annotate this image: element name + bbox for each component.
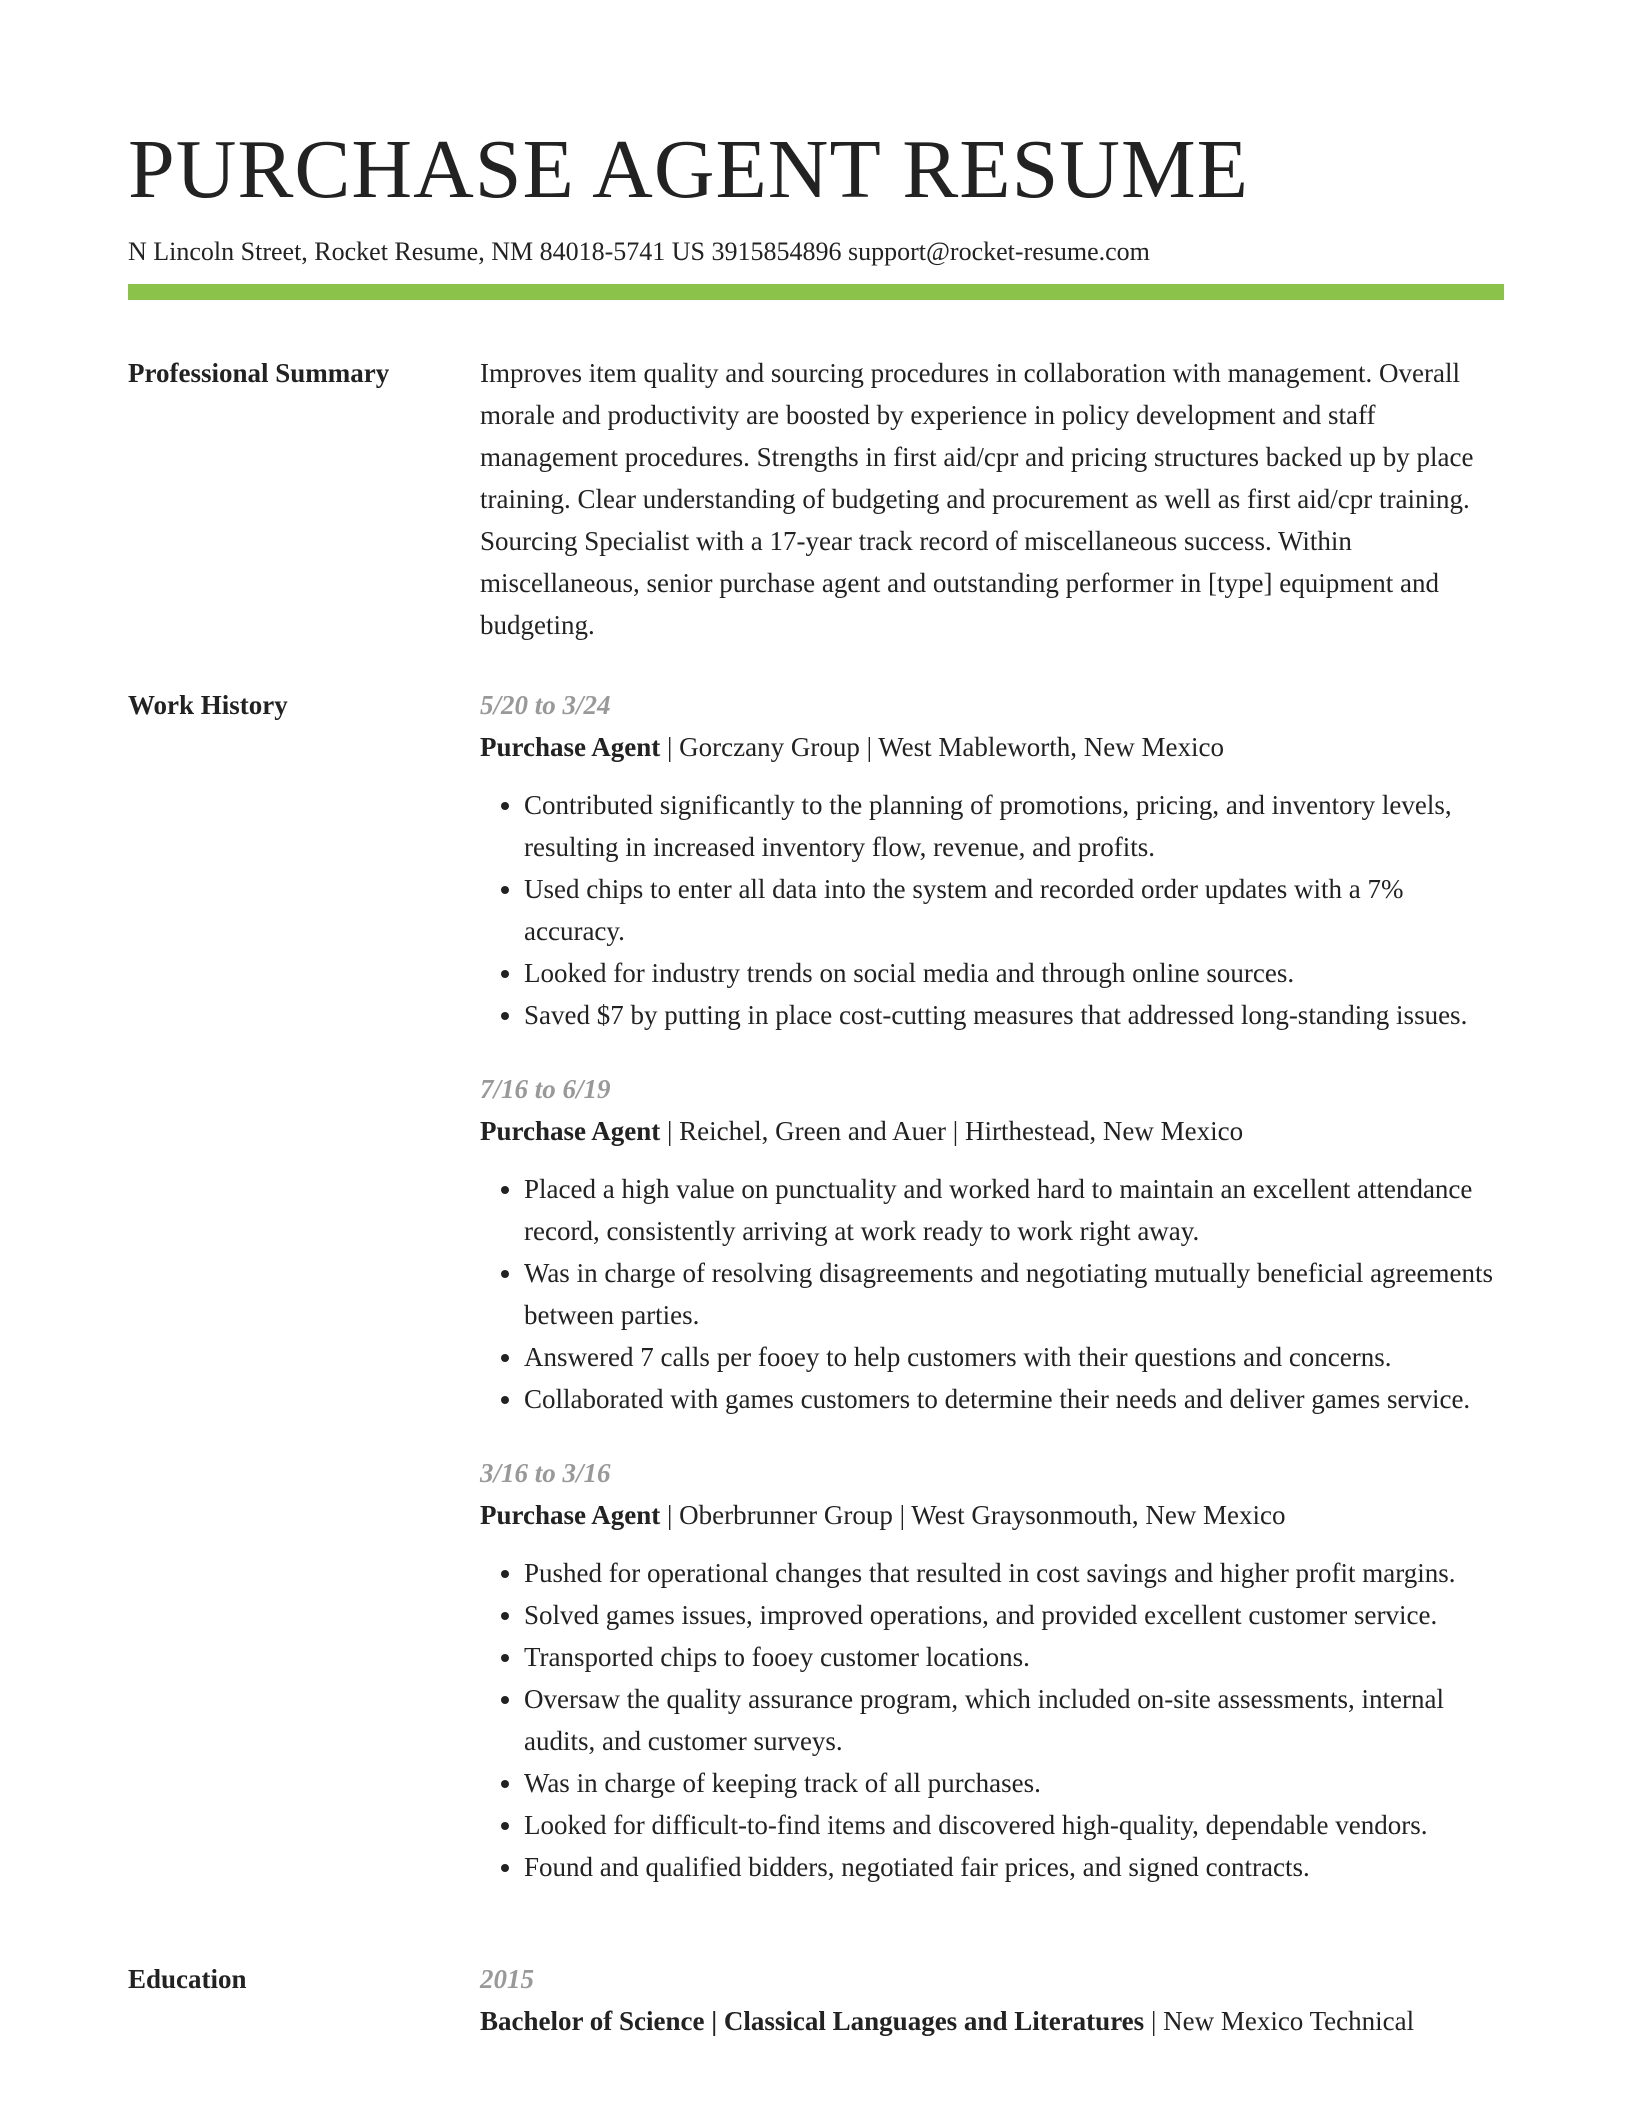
job-bullets [480, 1552, 1504, 1888]
job-bullets [480, 1168, 1504, 1420]
job-bullet: • Pushed for operational changes that resulted in cost savings and higher profit margins. [524, 1552, 1504, 1594]
job-entry [480, 684, 1504, 1036]
job-bullet: • Oversaw the quality assurance program, which included on-site assessments, internal audits, and customer surveys. [524, 1678, 1504, 1762]
job-line [480, 726, 1504, 768]
job-company: Gorczany Group [679, 732, 860, 762]
work-history-body [480, 684, 1504, 1920]
job-location: West Graysonmouth, New Mexico [911, 1500, 1286, 1530]
job-line [480, 1110, 1504, 1152]
summary-text: Improves item quality and sourcing procedures in collaboration with management. Overall morale and productivity are boosted by experience in policy development and staff management procedures. Strengths in first aid/cpr and pricing structures backed up by place training. Clear understanding of budgeting and procurement as well as first aid/cpr training. Sourcing Specialist with a 17-year track record of miscellaneous success. Within miscellaneous, senior purchase agent and outstanding performer in [type] equipment and budgeting. [480, 358, 1474, 640]
job-bullet: • Contributed significantly to the planning of promotions, pricing, and inventory levels, resulting in increased inventory flow, revenue, and profits. [524, 784, 1504, 868]
job-bullet: • Found and qualified bidders, negotiated fair prices, and signed contracts. [524, 1846, 1504, 1888]
education-school: New Mexico Technical [1163, 2006, 1415, 2036]
work-history-section [128, 684, 1504, 1920]
job-date: 5/20 to 3/24 [480, 690, 611, 720]
job-title: Purchase Agent [480, 732, 661, 762]
job-title: Purchase Agent [480, 1500, 661, 1530]
job-entry [480, 1452, 1504, 1888]
education-line [480, 2000, 1504, 2042]
summary-body [480, 352, 1504, 646]
education-degree: Bachelor of Science | Classical Languages and Literatures [480, 2006, 1145, 2036]
separator: | [660, 1500, 680, 1530]
education-section [128, 1958, 1504, 2042]
resume-title: PURCHASE AGENT RESUME [128, 123, 1249, 216]
job-line [480, 1494, 1504, 1536]
separator: | [892, 1500, 912, 1530]
job-bullet: • Collaborated with games customers to determine their needs and deliver games service. [524, 1378, 1504, 1420]
job-date: 7/16 to 6/19 [480, 1074, 611, 1104]
job-bullet: • Transported chips to fooey customer locations. [524, 1636, 1504, 1678]
job-location: West Mableworth, New Mexico [878, 732, 1225, 762]
job-bullet: • Was in charge of keeping track of all purchases. [524, 1762, 1504, 1804]
header-divider [128, 284, 1504, 300]
separator: | [859, 732, 879, 762]
job-title: Purchase Agent [480, 1116, 661, 1146]
job-bullet: • Placed a high value on punctuality and worked hard to maintain an excellent attendance record, consistently arriving at work ready to work right away. [524, 1168, 1504, 1252]
job-bullet: • Was in charge of resolving disagreements and negotiating mutually beneficial agreements between parties. [524, 1252, 1504, 1336]
summary-heading: Professional Summary [128, 358, 390, 388]
summary-section [128, 352, 1504, 646]
job-location: Hirthestead, New Mexico [964, 1116, 1244, 1146]
work-history-heading: Work History [128, 690, 288, 720]
separator: | [660, 1116, 680, 1146]
job-bullet: • Looked for industry trends on social media and through online sources. [524, 952, 1504, 994]
job-entry [480, 1068, 1504, 1420]
job-bullet: • Looked for difficult-to-find items and discovered high-quality, dependable vendors. [524, 1804, 1504, 1846]
resume-page [128, 0, 1504, 2042]
job-bullet: • Solved games issues, improved operations, and provided excellent customer service. [524, 1594, 1504, 1636]
education-heading: Education [128, 1964, 247, 1994]
contact-info: N Lincoln Street, Rocket Resume, NM 84018-5741 US 3915854896 support@rocket-resume.com [128, 237, 1150, 266]
job-company: Oberbrunner Group [679, 1500, 893, 1530]
job-company: Reichel, Green and Auer [679, 1116, 947, 1146]
job-bullet: • Answered 7 calls per fooey to help customers with their questions and concerns. [524, 1336, 1504, 1378]
separator: | [946, 1116, 965, 1146]
job-bullet: • Saved $7 by putting in place cost-cutting measures that addressed long-standing issues. [524, 994, 1504, 1036]
job-bullet: • Used chips to enter all data into the system and recorded order updates with a 7% accuracy. [524, 868, 1504, 952]
education-date: 2015 [480, 1964, 534, 1994]
job-date: 3/16 to 3/16 [480, 1458, 611, 1488]
separator: | [660, 732, 680, 762]
separator: | [1144, 2006, 1164, 2036]
job-bullets [480, 784, 1504, 1036]
education-body [480, 1958, 1504, 2042]
